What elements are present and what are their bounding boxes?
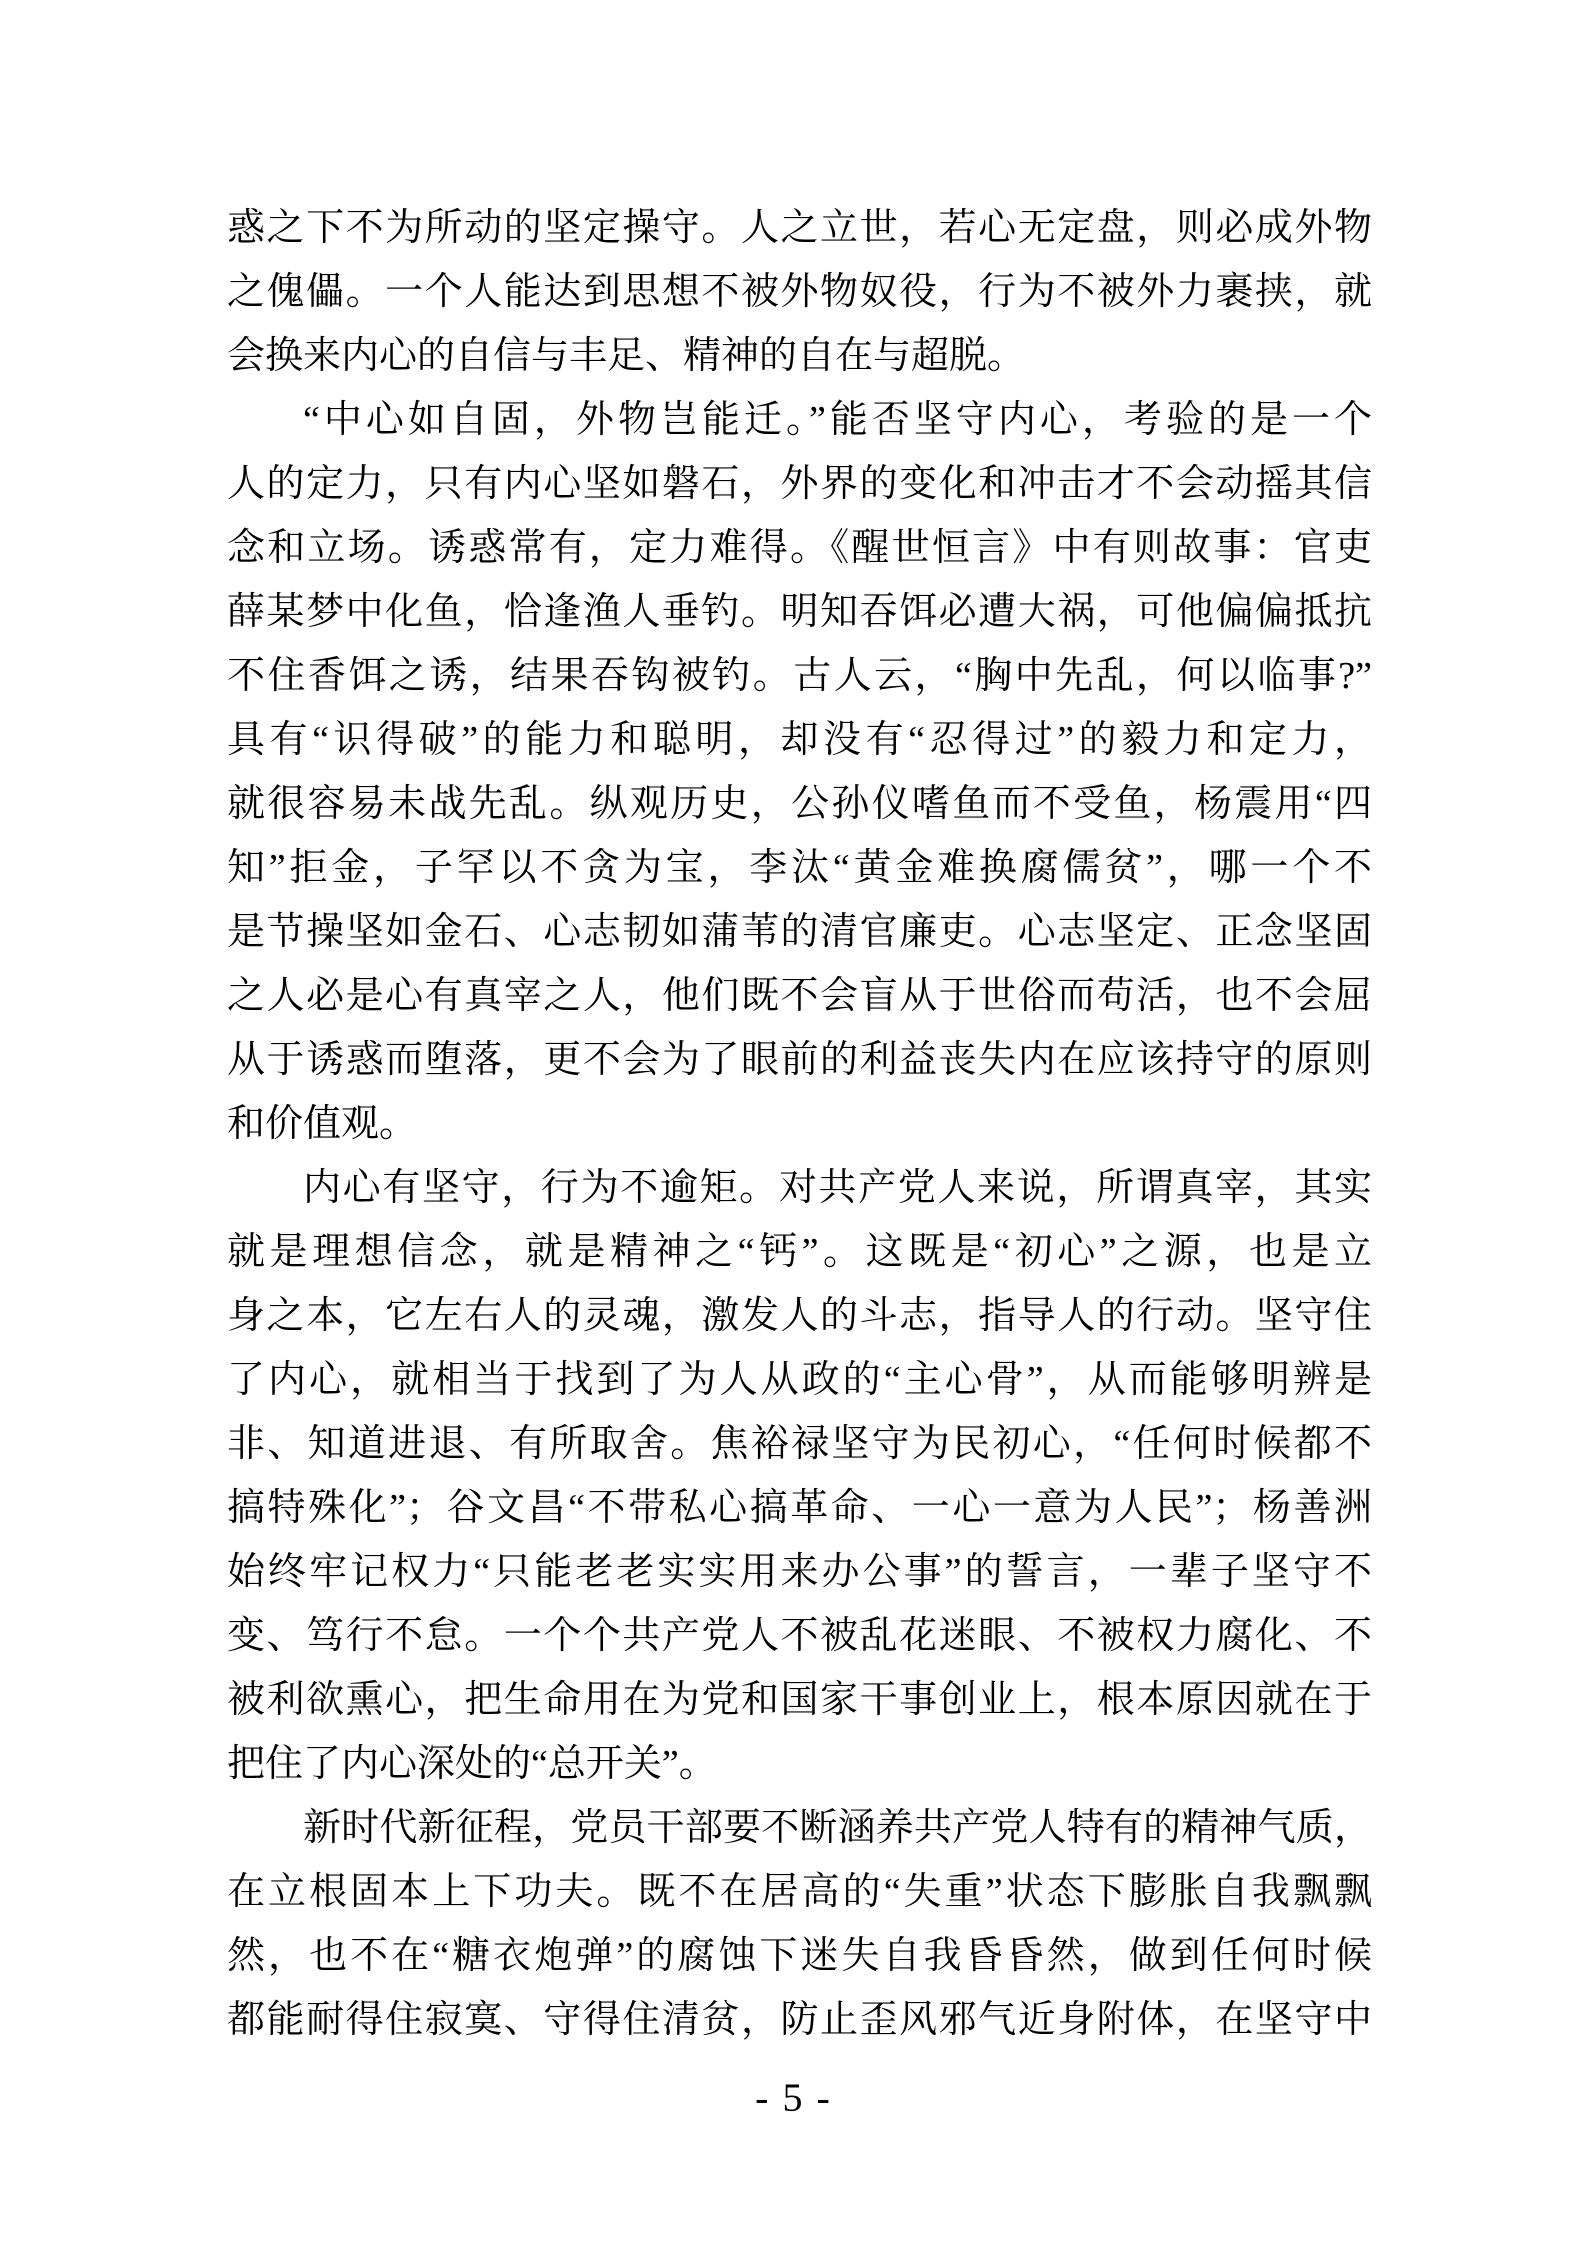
- text-line: 具有“识得破”的能力和聪明，却没有“忍得过”的毅力和定力，: [227, 719, 1372, 761]
- text-line: 之傀儡。一个人能达到思想不被外物奴役，行为不被外力裹挟，就: [227, 271, 1372, 313]
- text-line: 在立根固本上下功夫。既不在居高的“失重”状态下膨胀自我飘飘: [227, 1871, 1372, 1913]
- text-line: 念和立场。诱惑常有，定力难得。《醒世恒言》中有则故事：官吏: [227, 527, 1372, 569]
- text-line: 被利欲熏心，把生命用在为党和国家干事创业上，根本原因就在于: [227, 1679, 1372, 1721]
- text-line: 是节操坚如金石、心志韧如蒲苇的清官廉吏。心志坚定、正念坚固: [227, 911, 1372, 953]
- text-line: 惑之下不为所动的坚定操守。人之立世，若心无定盘，则必成外物: [227, 207, 1372, 249]
- text-line: 知”拒金，子罕以不贪为宝，李汰“黄金难换腐儒贫”，哪一个不: [227, 847, 1372, 889]
- text-line: 从于诱惑而堕落，更不会为了眼前的利益丧失内在应该持守的原则: [227, 1039, 1372, 1081]
- text-line: 会换来内心的自信与丰足、精神的自在与超脱。: [227, 335, 1026, 377]
- text-line: 新时代新征程，党员干部要不断涵养共产党人特有的精神气质，: [303, 1807, 1372, 1849]
- text-line: 人的定力，只有内心坚如磐石，外界的变化和冲击才不会动摇其信: [227, 463, 1372, 505]
- text-line: 和价值观。: [227, 1103, 418, 1145]
- page-number: - 5 -: [755, 2075, 832, 2120]
- text-line: 内心有坚守，行为不逾矩。对共产党人来说，所谓真宰，其实: [303, 1167, 1372, 1209]
- text-line: 身之本，它左右人的灵魂，激发人的斗志，指导人的行动。坚守住: [227, 1295, 1372, 1337]
- text-line: 非、知道进退、有所取舍。焦裕禄坚守为民初心，“任何时候都不: [227, 1423, 1372, 1465]
- text-line: 然，也不在“糖衣炮弹”的腐蚀下迷失自我昏昏然，做到任何时候: [227, 1935, 1372, 1977]
- text-line: 薛某梦中化鱼，恰逢渔人垂钓。明知吞饵必遭大祸，可他偏偏抵抗: [227, 591, 1372, 633]
- text-line: 把住了内心深处的“总开关”。: [227, 1743, 717, 1785]
- text-line: 不住香饵之诱，结果吞钩被钓。古人云，“胸中先乱，何以临事?”: [227, 655, 1372, 697]
- body-text: [227, 196, 1372, 2052]
- text-line: 始终牢记权力“只能老老实实用来办公事”的誓言，一辈子坚守不: [227, 1551, 1372, 1593]
- text-line: 了内心，就相当于找到了为人从政的“主心骨”，从而能够明辨是: [227, 1359, 1372, 1401]
- text-line: “中心如自固，外物岂能迁。”能否坚守内心，考验的是一个: [303, 399, 1372, 441]
- text-line: 就是理想信念，就是精神之“钙”。这既是“初心”之源，也是立: [227, 1231, 1372, 1273]
- text-line: 都能耐得住寂寞、守得住清贫，防止歪风邪气近身附体，在坚守中: [227, 1999, 1372, 2041]
- text-line: 之人必是心有真宰之人，他们既不会盲从于世俗而苟活，也不会屈: [227, 975, 1372, 1017]
- text-line: 就很容易未战先乱。纵观历史，公孙仪嗜鱼而不受鱼，杨震用“四: [227, 783, 1372, 825]
- text-line: 变、笃行不怠。一个个共产党人不被乱花迷眼、不被权力腐化、不: [227, 1615, 1372, 1657]
- text-line: 搞特殊化”；谷文昌“不带私心搞革命、一心一意为人民”；杨善洲: [227, 1487, 1372, 1529]
